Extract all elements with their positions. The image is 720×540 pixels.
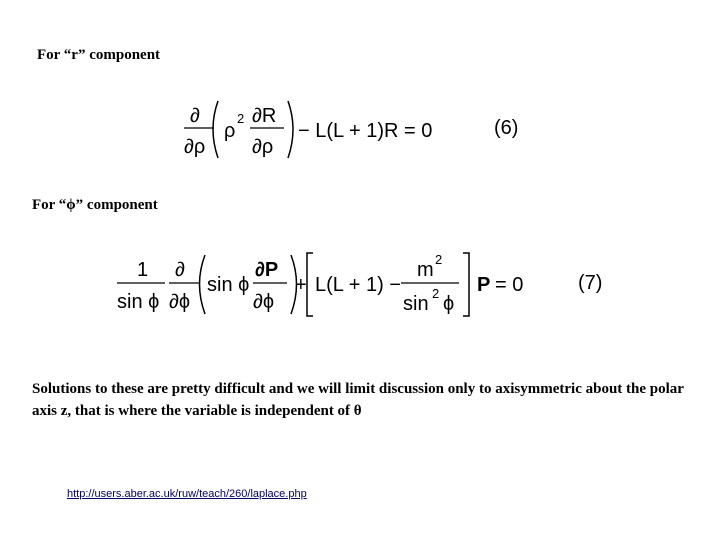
eq6-right-paren	[288, 101, 293, 158]
eq7-plus: +	[295, 274, 307, 296]
phi-component-heading: For “ϕ” component	[32, 197, 158, 213]
eq7-sinphi: sin ϕ	[207, 274, 250, 296]
equation-6	[180, 95, 540, 165]
eq7-sin-sup2: 2	[432, 286, 440, 301]
eq7-P: P	[477, 274, 491, 296]
eq7-phi: ϕ	[443, 293, 455, 315]
eq7-m-sup2: 2	[435, 252, 443, 267]
eq6-partial-top: ∂	[190, 105, 200, 127]
eq6-tail: − L(L + 1)R = 0	[298, 120, 433, 142]
eq6-drho-bottom: ∂ρ	[184, 136, 206, 158]
body-paragraph: Solutions to these are pretty difficult and we will limit discussion only to axisymmetric about the polar axis z, that is where the variable is independent of θ	[32, 381, 684, 419]
eq7-m: m	[417, 259, 434, 281]
eq7-right-bracket	[463, 253, 469, 316]
eq7-dP: ∂P	[255, 259, 279, 281]
eq6-dR: ∂R	[252, 105, 277, 127]
eq7-sin: sin	[403, 293, 429, 315]
eq6-rho: ρ	[224, 120, 236, 142]
eq6-drho: ∂ρ	[252, 136, 274, 158]
equation-6-number: (6)	[494, 117, 519, 139]
eq7-left-bracket	[307, 253, 313, 316]
eq6-left-paren	[213, 101, 218, 158]
equation-7	[115, 250, 615, 320]
eq7-dphi: ∂ϕ	[253, 291, 275, 313]
eq7-one: 1	[137, 259, 149, 281]
r-component-heading: For “r” component	[37, 47, 161, 63]
eq6-sup2: 2	[237, 111, 245, 126]
eq7-eq0: = 0	[495, 274, 524, 296]
eq7-LL: L(L + 1) −	[315, 274, 401, 296]
eq7-sinphi-bottom: sin ϕ	[117, 291, 160, 313]
eq7-partial-top: ∂	[175, 259, 185, 281]
source-link[interactable]: http://users.aber.ac.uk/ruw/teach/260/laplace.php	[67, 488, 307, 500]
eq7-left-paren	[200, 255, 206, 314]
equation-7-number: (7)	[578, 272, 603, 294]
eq7-dphi-bottom: ∂ϕ	[169, 291, 191, 313]
